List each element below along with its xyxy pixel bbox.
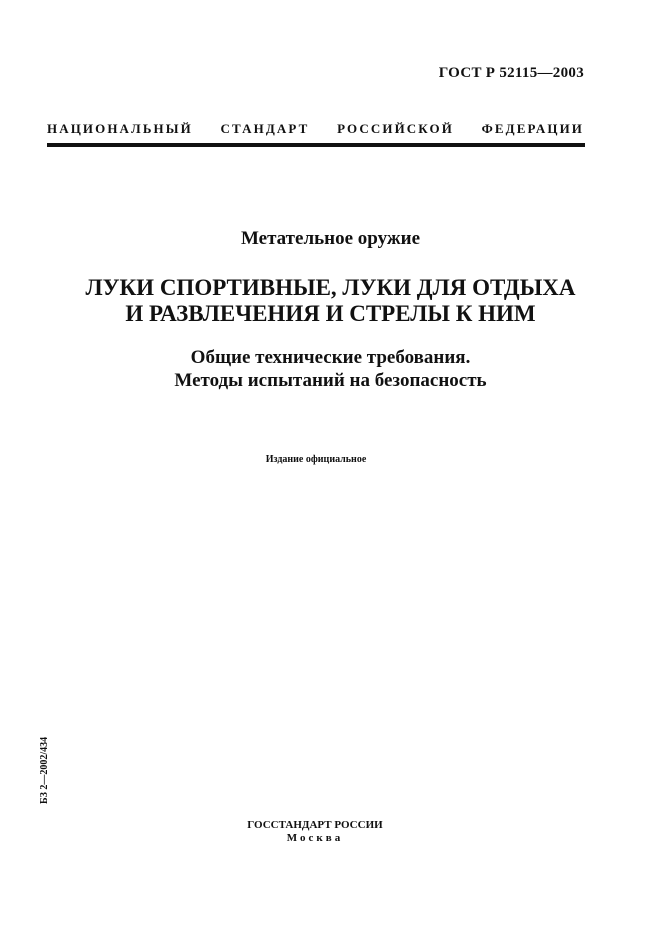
main-title-line-1: ЛУКИ СПОРТИВНЫЕ, ЛУКИ ДЛЯ ОТДЫХА <box>85 275 576 300</box>
main-title-line-2: И РАЗВЛЕЧЕНИЯ И СТРЕЛЫ К НИМ <box>125 301 536 326</box>
standard-header: НАЦИОНАЛЬНЫЙ СТАНДАРТ РОССИЙСКОЙ ФЕДЕРАЦИИ <box>47 121 584 136</box>
edition-label: Издание официальное <box>265 454 367 465</box>
main-title <box>0 275 661 327</box>
publisher-city: Москва <box>286 832 344 844</box>
subtitle <box>0 346 661 392</box>
publisher <box>0 819 630 845</box>
category-title: Метательное оружие <box>240 228 420 249</box>
subtitle-line-1: Общие технические требования. <box>190 347 471 368</box>
document-number: ГОСТ Р 52115—2003 <box>438 65 584 81</box>
publisher-name: ГОССТАНДАРТ РОССИИ <box>247 819 383 831</box>
header-rule <box>47 143 585 147</box>
subtitle-line-2: Методы испытаний на безопасность <box>174 370 487 391</box>
side-code: БЗ 2—2002/434 <box>39 736 50 804</box>
